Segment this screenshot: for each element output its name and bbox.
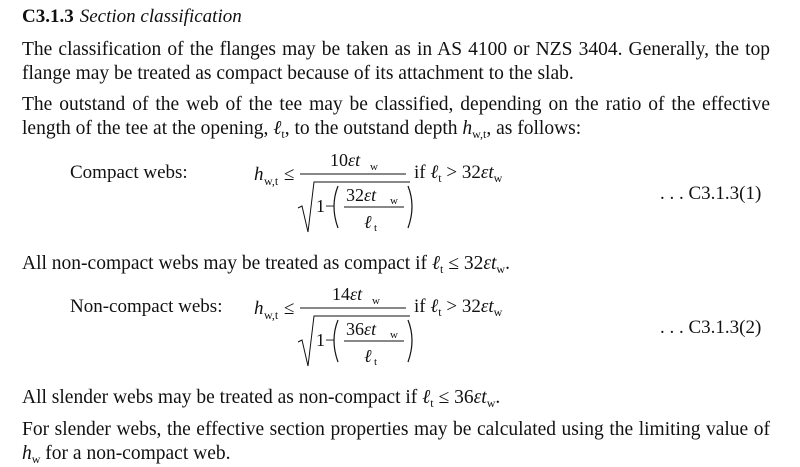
- svg-text:w: w: [370, 161, 378, 173]
- section-title: Section classification: [79, 6, 242, 27]
- svg-text:h: h: [254, 298, 264, 319]
- inner-coefficient: 36: [346, 319, 364, 339]
- svg-text:ℓ: ℓ: [364, 212, 372, 232]
- paragraph-slender-effective-section: For slender webs, the effective section properties may be calculated using the limiting value of $h_w$ for a non-compact web.: [22, 419, 770, 466]
- svg-text:h: h: [254, 164, 264, 185]
- svg-text:≤: ≤: [284, 298, 295, 319]
- svg-text:w: w: [390, 195, 398, 207]
- svg-text:w,t: w,t: [264, 174, 279, 188]
- equation-label-noncompact: Non-compact webs:: [70, 296, 223, 317]
- paragraph-noncompact-as-compact: All non-compact webs may be treated as compact if ℓ$_t$ ≤ $32\varepsilon t_w$.: [22, 253, 510, 276]
- svg-text:t: t: [374, 222, 378, 234]
- paragraph-slender-as-noncompact: All slender webs may be treated as non-compact if ℓ$_t$ ≤ $36\varepsilon t_w$.: [22, 387, 501, 410]
- paragraph-web-outstand: The outstand of the web of the tee may be classified, depending on the ratio of the effective length of the tee at the opening, ℓ$_t$, to the outstand depth $h_{w,t}$, as follows:: [22, 94, 770, 141]
- condition-noncompact: if ℓ$_t$ > $32\varepsilon t_w$: [414, 296, 503, 319]
- inner-coefficient: 32: [346, 185, 364, 205]
- svg-text:ℓ: ℓ: [364, 346, 372, 366]
- section-number: C3.1.3: [22, 6, 74, 27]
- svg-text:10εt: 10εt: [330, 150, 361, 170]
- svg-text:14εt: 14εt: [332, 284, 363, 304]
- svg-text:t: t: [374, 356, 378, 368]
- svg-text:1−: 1−: [316, 196, 336, 216]
- equation-label-compact: Compact webs:: [70, 162, 188, 183]
- numerator-coefficient: 14: [332, 284, 350, 304]
- svg-text:≤: ≤: [284, 164, 295, 185]
- numerator-coefficient: 10: [330, 150, 348, 170]
- equation-number-1: . . . C3.1.3(1): [660, 183, 762, 204]
- paragraph-flange-classification: The classification of the flanges may be taken as in AS 4100 or NZS 3404. Generally, the top flange may be treated as compact because of its attachment to the slab.: [22, 39, 770, 84]
- svg-text:36εt: 36εt: [346, 319, 377, 339]
- svg-text:w: w: [372, 295, 380, 307]
- equation-number-2: . . . C3.1.3(2): [660, 317, 762, 338]
- section-heading: [22, 6, 242, 28]
- svg-text:w: w: [390, 329, 398, 341]
- svg-text:32εt: 32εt: [346, 185, 377, 205]
- svg-text:1−: 1−: [316, 330, 336, 350]
- condition-compact: if ℓ$_t$ > $32\varepsilon t_w$: [414, 162, 503, 185]
- svg-text:w,t: w,t: [264, 308, 279, 322]
